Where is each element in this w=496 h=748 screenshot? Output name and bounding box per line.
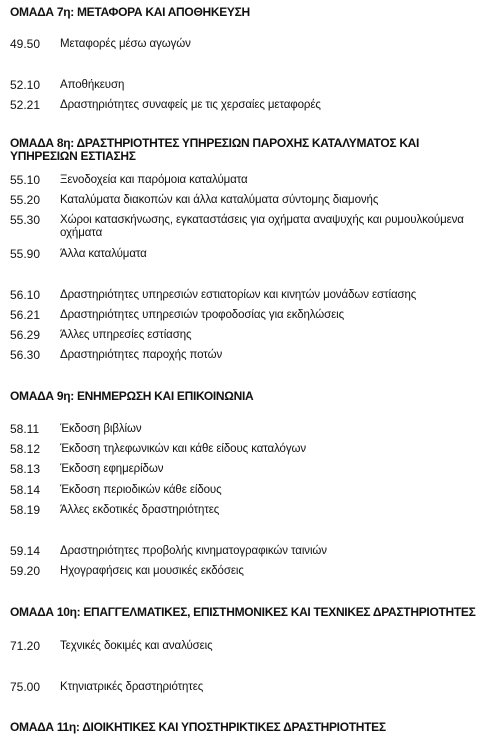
activity-description: Έκδοση βιβλίων [60, 423, 142, 435]
activity-code: 58.14 [10, 483, 41, 497]
section-heading-8: ΟΜΑΔΑ 8η: ΔΡΑΣΤΗΡΙΟΤΗΤΕΣ ΥΠΗΡΕΣΙΩΝ ΠΑΡΟΧΗΣ ΚΑΤΑΛΥΜΑΤΟΣ ΚΑΙ ΥΠΗΡΕΣΙΩΝ ΕΣΤΙΑΣΗΣ [10, 136, 420, 163]
activity-code: 49.50 [10, 37, 41, 51]
activity-code: 55.10 [10, 173, 41, 187]
section-heading-7: ΟΜΑΔΑ 7η: ΜΕΤΑΦΟΡΑ ΚΑΙ ΑΠΟΘΗΚΕΥΣΗ [10, 5, 250, 19]
activity-description: Κτηνιατρικές δραστηριότητες [60, 681, 204, 693]
activity-description: Ξενοδοχεία και παρόμοια καταλύματα [60, 174, 248, 186]
activity-description: Έκδοση τηλεφωνικών και κάθε είδους καταλόγων [60, 443, 307, 455]
activity-code: 55.30 [10, 213, 41, 227]
activity-description: Άλλες υπηρεσίες εστίασης [60, 329, 192, 341]
activity-description: Έκδοση εφημερίδων [60, 463, 164, 475]
activity-description: Άλλες εκδοτικές δραστηριότητες [60, 504, 220, 516]
activity-description: Δραστηριότητες παροχής ποτών [60, 349, 223, 361]
activity-description: Δραστηριότητες συναφείς με τις χερσαίες μεταφορές [60, 99, 321, 111]
section-heading-10: ΟΜΑΔΑ 10η: ΕΠΑΓΓΕΛΜΑΤΙΚΕΣ, ΕΠΙΣΤΗΜΟΝΙΚΕΣ ΚΑΙ ΤΕΧΝΙΚΕΣ ΔΡΑΣΤΗΡΙΟΤΗΤΕΣ [10, 605, 476, 619]
activity-code: 58.12 [10, 442, 41, 456]
activity-code: 58.19 [10, 503, 41, 517]
activity-description: Καταλύματα διακοπών και άλλα καταλύματα σύντομης διαμονής [60, 194, 379, 206]
activity-code: 58.11 [10, 422, 40, 436]
section-heading-11: ΟΜΑΔΑ 11η: ΔΙΟΙΚΗΤΙΚΕΣ ΚΑΙ ΥΠΟΣΤΗΡΙΚΤΙΚΕΣ ΔΡΑΣΤΗΡΙΟΤΗΤΕΣ [10, 720, 386, 734]
activity-description: Μεταφορές μέσω αγωγών [60, 38, 191, 50]
activity-description: Ηχογραφήσεις και μουσικές εκδόσεις [60, 565, 244, 577]
activity-code: 59.14 [10, 544, 41, 558]
section-heading-9: ΟΜΑΔΑ 9η: ΕΝΗΜΕΡΩΣΗ ΚΑΙ ΕΠΙΚΟΙΝΩΝΙΑ [10, 389, 254, 403]
activity-description: Χώροι κατασκήνωσης, εγκαταστάσεις για οχήματα αναψυχής και ρυμουλκούμενα οχήματα [60, 214, 464, 239]
activity-code: 59.20 [10, 564, 41, 578]
activity-description: Δραστηριότητες υπηρεσιών εστιατορίων και κινητών μονάδων εστίασης [60, 289, 417, 301]
activity-code: 56.21 [10, 308, 41, 322]
activity-description: Αποθήκευση [60, 79, 125, 91]
activity-description: Τεχνικές δοκιμές και αναλύσεις [60, 640, 213, 652]
activity-description: Δραστηριότητες προβολής κινηματογραφικών ταινιών [60, 545, 327, 557]
activity-code: 56.30 [10, 348, 41, 362]
activity-code: 56.29 [10, 328, 41, 342]
activity-code: 71.20 [10, 639, 41, 653]
activity-description: Έκδοση περιοδικών κάθε είδους [60, 484, 222, 496]
activity-code: 52.21 [10, 98, 41, 112]
activity-code: 55.20 [10, 193, 41, 207]
activity-code: 58.13 [10, 462, 41, 476]
activity-description: Άλλα καταλύματα [60, 248, 147, 260]
activity-code: 75.00 [10, 680, 41, 694]
activity-code: 52.10 [10, 78, 41, 92]
activity-description: Δραστηριότητες υπηρεσιών τροφοδοσίας για εκδηλώσεις [60, 309, 345, 321]
activity-code: 55.90 [10, 247, 41, 261]
activity-code: 56.10 [10, 288, 41, 302]
